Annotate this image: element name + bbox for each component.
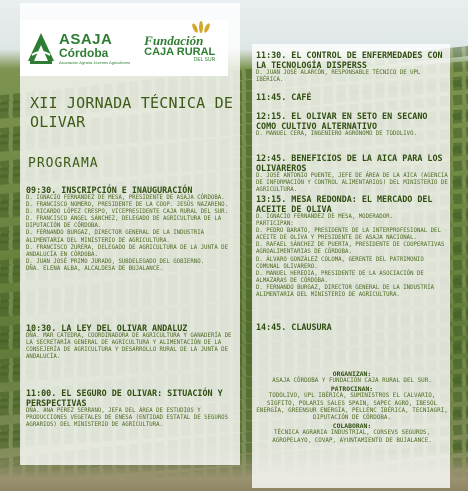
- organizers-text: ASAJA CÓRDOBA Y FUNDACIÓN CAJA RURAL DEL SUR.: [272, 378, 432, 384]
- logo-strip: [20, 20, 228, 76]
- schedule-item-title: 11:30. EL CONTROL DE ENFERMEDADES CON LA TECNOLOGÍA DISPERSS: [256, 50, 443, 70]
- sponsors-text: TODOLIVO, UPL IBÉRICA, SUMINISTROS EL CALVARIO, SIGFITO, POLARIS SALES SPAIN, SAPEC AGRO, IBESOL ENERGÍA, GREENSUR ENERGÍA, PELLENC IBÉRICA, TECNIAGRI, DIPUTACIÓN DE CÓRDOBA.: [256, 393, 448, 422]
- schedule-item-speaker: D. RAFAEL SÁNCHEZ DE PUERTA, PRESIDENTE DE COOPERATIVAS AGROALIMENTARIAS DE CÓRDOBA.: [256, 242, 445, 256]
- schedule-item-title: 12:15. EL OLIVAR EN SETO EN SECANO COMO CULTIVO ALTERNATIVO: [256, 111, 428, 131]
- schedule-item-speaker: D. FRANCISCO NOMERO, PRESIDENTE DE LA COOP. JESÚS NAZARENO.: [26, 202, 229, 209]
- schedule-item: [256, 194, 448, 299]
- asaja-logo: [26, 31, 130, 65]
- asaja-mountain-icon: [26, 31, 56, 65]
- schedule-item-title: 12:45. BENEFICIOS DE LA AICA PARA LOS OLIVAREROS: [256, 153, 443, 173]
- schedule-item-speaker: DÑA. ANA PÉREZ SERRANO, JEFA DEL ÁREA DE ESTUDIOS Y PRODUCCIONES VEGETALES DE ENESA (ENTIDAD ESTATAL DE SEGUROS AGRARIOS) DEL MINISTERIO DE AGRICULTURA.: [26, 408, 229, 429]
- asaja-name: ASAJA: [59, 30, 113, 48]
- collaborators-label: COLABORAN:: [332, 422, 372, 431]
- schedule-item-speaker: PARTICIPAN:: [256, 221, 294, 228]
- schedule-item: [256, 50, 448, 84]
- organizers-label: ORGANIZAN:: [332, 370, 372, 378]
- collaborators-text: TÉCNICA AGRARIA INDUSTRIAL, CORSEVS SEGUROS, AGROPELAYO, COVAP, AYUNTAMIENTO DE BUJALANCE.: [272, 430, 432, 444]
- schedule-item: [256, 322, 448, 332]
- schedule-item-speaker: D. FRANCISCO ÁNGEL SÁNCHEZ, DELEGADO DE AGRICULTURA DE LA DIPUTACIÓN DE CÓRDOBA.: [26, 216, 222, 230]
- schedule-item-speaker: D. MANUEL CERA, INGENIERO AGRÓNOMO DE TODOLIVO.: [256, 131, 417, 137]
- schedule-item-speaker: DÑA. ELENA ALBA, ALCALDESA DE BUJALANCE.: [26, 265, 163, 272]
- page-title: XII JORNADA TÉCNICA DE OLIVAR: [30, 94, 234, 131]
- schedule-item-speaker: D. FERNANDO BURGAZ, DIRECTOR GENERAL DE LA INDUSTRIA ALIMENTARIA DEL MINISTERIO DE AGRICULTURA.: [256, 284, 435, 299]
- fundacion-line3: DEL SUR: [193, 56, 216, 63]
- sponsors-label: PATROCINAN:: [330, 385, 374, 394]
- schedule-item-title: 13:15. MESA REDONDA: EL MERCADO DEL ACEITE DE OLIVA: [256, 194, 433, 214]
- schedule-item: [26, 388, 236, 429]
- schedule-item: [256, 92, 448, 102]
- fundacion-logo: [144, 34, 215, 63]
- programa-heading: PROGRAMA: [28, 156, 99, 171]
- asaja-tagline: Asociación Agraria Jóvenes Agricultores: [59, 59, 131, 65]
- schedule-item-speaker: D. FRANCISCO ZURERA, DELEGADO DE AGRICULTURA DE LA JUNTA DE ANDALUCÍA EN CÓRDOBA.: [26, 244, 229, 258]
- schedule-item-speaker: D. JUAN JOSÉ ALARCÓN, RESPONSABLE TÉCNICO DE UPL IBÉRICA.: [256, 70, 421, 84]
- schedule-item: [256, 153, 448, 194]
- schedule-item-speaker: D. FERNANDO BURGAZ, DIRECTOR GENERAL DE LA INDUSTRIA ALIMENTARIA DEL MINISTERIO DE AGRICULTURA.: [26, 230, 205, 244]
- schedule-item-speaker: D. JUAN JOSÉ PRIMO JURADO, SUBDELEGADO DEL GOBIERNO.: [26, 258, 205, 265]
- schedule-item-title: 14:45. CLAUSURA: [256, 322, 332, 332]
- schedule-item-speaker: DÑA. MAR CÁTEDRA, COORDINADORA DE AGRICULTURA Y GANADERÍA DE LA SECRETARÍA GENERAL DE AGRICULTURA Y ALIMENTACIÓN DE LA CONSEJERÍA DE AGRICULTURA Y DESARROLLO RURAL DE LA JUNTA DE ANDALUCÍA.: [26, 333, 232, 361]
- asaja-city: Córdoba: [59, 45, 109, 60]
- schedule-item-title: 11:00. EL SEGURO DE OLIVAR: SITUACIÓN Y PERSPECTIVAS: [26, 388, 223, 408]
- schedule-item-speaker: D. PEDRO BARATO, PRESIDENTE DE LA INTERPROFESIONAL DEL ACEITE DE OLIVA Y PRESIDENTE DE ASAJA NACIONAL.: [256, 228, 441, 242]
- wheat-icon: [189, 20, 213, 38]
- organizers-block: [256, 370, 448, 445]
- schedule-item-speaker: D. MANUEL HEREDIA, PRESIDENTE DE LA ASOCIACIÓN DE ALMAZARAS DE CÓRDOBA.: [256, 270, 424, 284]
- schedule-item-speaker: D. IGNACIO FERNÁNDEZ DE MESA, PRESIDENTE DE ASAJA CÓRDOBA.: [26, 195, 225, 201]
- schedule-item: [26, 323, 236, 361]
- schedule-item-title: 11:45. CAFÉ: [256, 92, 312, 102]
- schedule-item-speaker: D. JOSÉ ANTONIO PUENTE, JEFE DE ÁREA DE LA AICA (AGENCIA DE INFORMACIÓN Y CONTROL ALIMENTARIOS) DEL MINISTERIO DE AGRICULTURA.: [256, 173, 448, 194]
- fundacion-line1: Fundación: [144, 32, 204, 48]
- schedule-item-speaker: D. RICARDO LÓPEZ CRESPO, VICEPRESIDENTE CAJA RURAL DEL SUR.: [26, 209, 229, 216]
- schedule-item: [26, 185, 236, 273]
- schedule-item: [256, 111, 448, 138]
- schedule-item-speaker: D. ÁLVARO GONZÁLEZ COLOMA, GERENTE DEL PATRIMONIO COMUNAL OLIVARERO.: [256, 256, 424, 270]
- schedule-item-speaker: D. IGNACIO FERNÁNDEZ DE MESA, MODERADOR.: [256, 214, 393, 220]
- schedule-item-title: 10:30. LA LEY DEL OLIVAR ANDALUZ: [26, 323, 188, 333]
- schedule-item-title: 09:30. INSCRIPCIÓN E INAUGURACIÓN: [26, 185, 193, 195]
- fundacion-line2: CAJA RURAL: [144, 45, 216, 58]
